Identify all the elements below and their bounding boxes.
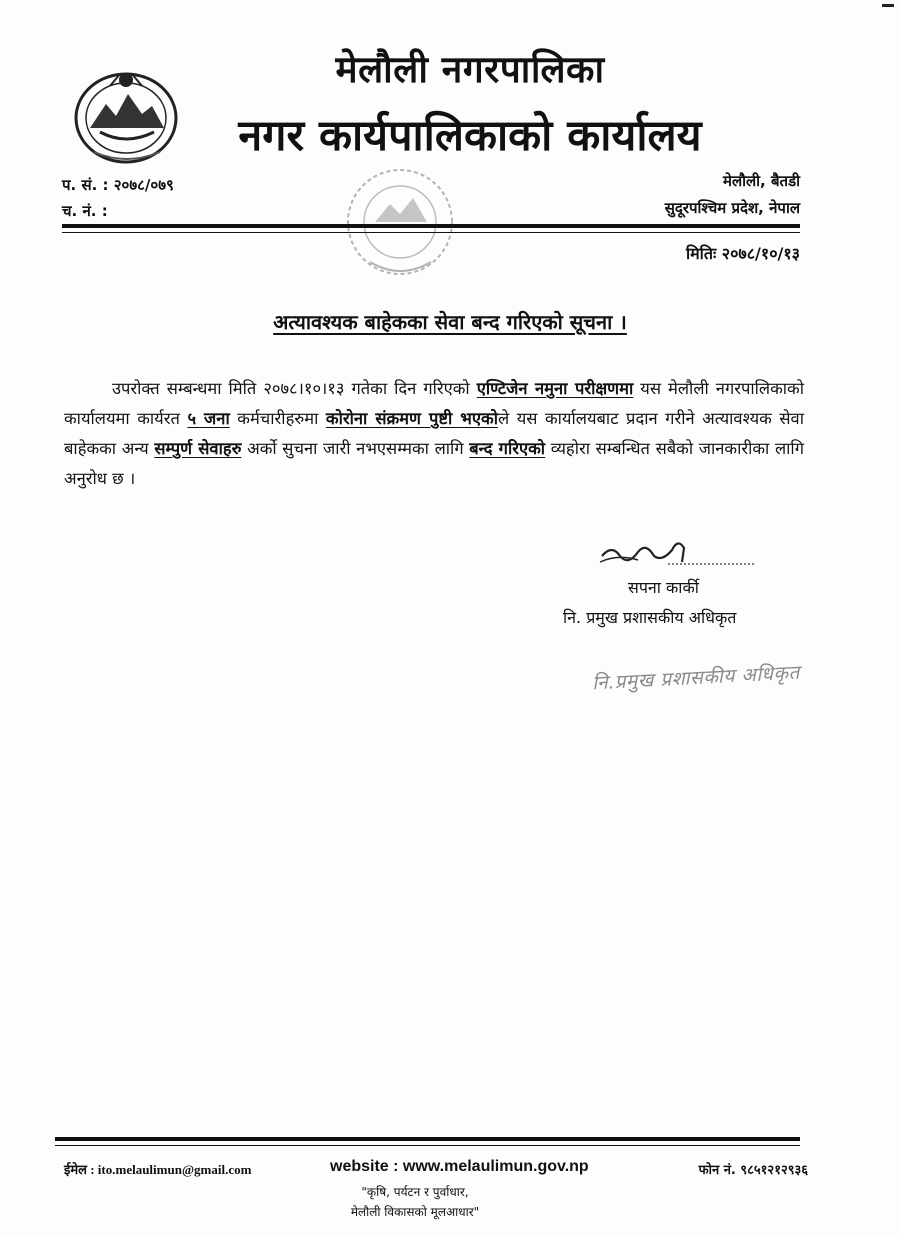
notice-body [64,374,804,494]
slogan-line-1: "कृषि, पर्यटन र पुर्वाधार, [361,1185,469,1199]
address-line-2: सुदूरपश्चिम प्रदेश, नेपाल [664,199,800,217]
notice-subject [0,308,900,335]
municipality-title: मेलौली नगरपालिका [335,48,605,91]
designation-stamp: नि.प्रमुख प्रशासकीय अधिकृत [591,661,801,695]
footer-slogan [340,1182,490,1222]
body-text-4: ले यस कार्यालयबाट प्रदान गरीने अत्यावश्यक सेवा बाहेकका अन्य [64,409,804,458]
dispatch-number: च. नं. : [62,202,108,220]
scan-corner-mark [882,4,894,7]
body-emphasis-staff-count: ५ जना [187,409,230,428]
body-text-2: यस मेलौली नगरपालिकाको कार्यालयमा कार्यरत [64,379,804,428]
reference-number: प. सं. : २०७८/०७९ [62,176,174,194]
header-rule-thick [62,224,800,228]
signatory-name: सपना कार्की [628,578,699,597]
signatory-title: नि. प्रमुख प्रशासकीय अधिकृत [563,608,737,627]
header-rule-thin [62,232,800,233]
body-emphasis-infection: कोरोना संक्रमण पुष्टी भएको [325,409,498,428]
body-text-1: उपरोक्त सम्बन्धमा मिति २०७८।१०।१३ गतेका दिन गरिएको [112,379,477,398]
slogan-line-2: मेलौली विकासको मूलआधार" [350,1205,480,1219]
letter-date: मितिः २०७८/१०/१३ [685,244,800,263]
address-block [665,168,800,222]
body-emphasis-all-services: सम्पुर्ण सेवाहरु [154,439,242,458]
notice-subject-text: अत्यावश्यक बाहेकका सेवा बन्द गरिएको सूचना । [273,310,627,334]
body-text-6: व्यहोरा सम्बन्धित सबैको जानकारीका लागि अनुरोध छ । [64,439,804,488]
footer-email: ईमेल : ito.melaulimun@gmail.com [64,1162,252,1177]
footer-rule-thick [55,1137,800,1141]
body-text-3: कर्मचारीहरुमा [229,409,326,428]
office-title: नगर कार्यपालिकाको कार्यालय [238,111,702,161]
footer-website: website : www.melaulimun.gov.np [330,1158,589,1175]
footer-phone: फोन नं. ९८५१२१२९३६ [698,1163,808,1178]
reference-block [62,172,174,224]
footer-rule-thin [55,1145,800,1146]
body-emphasis-closed: बन्द गरिएको [469,439,546,458]
body-text-5: अर्को सुचना जारी नभएसम्मका लागि [241,439,470,458]
address-line-1: मेलौली, बैतडी [722,172,800,190]
body-emphasis-antigen-test: एण्टिजेन नमुना परीक्षणमा [476,379,634,398]
